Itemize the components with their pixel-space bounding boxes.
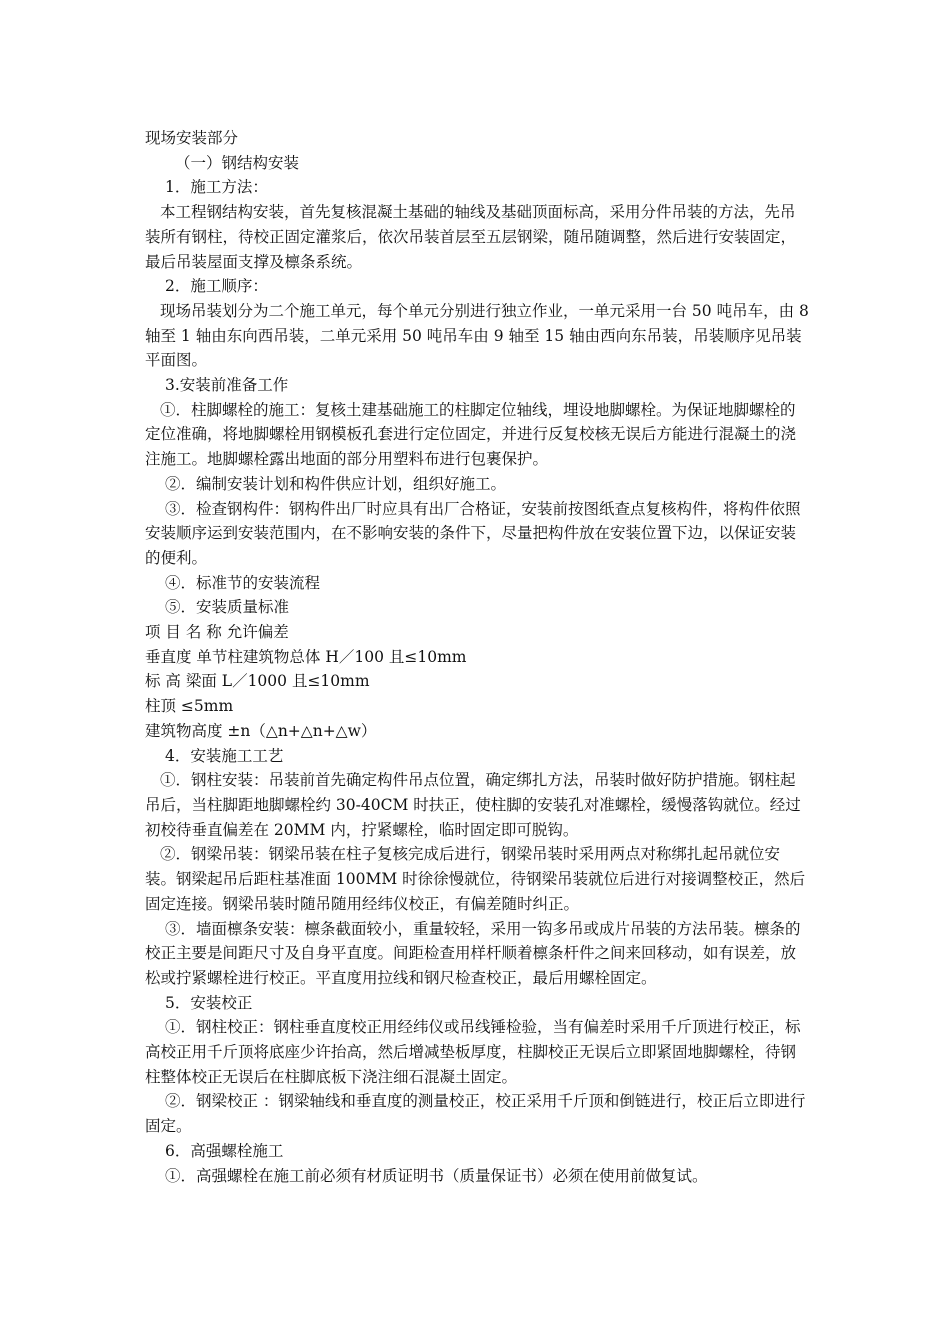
tolerance-table-row: 标 高 梁面 L／1000 且≤10mm bbox=[145, 672, 370, 691]
paragraph-installation-plan: ②．编制安装计划和构件供应计划，组织好施工。 bbox=[165, 474, 507, 493]
paragraph-quality-standard: ⑤．安装质量标准 bbox=[165, 598, 290, 617]
paragraph-column-correction: ①．钢柱校正：钢柱垂直度校正用经纬仪或吊线锤检验，当有偏差时采用千斤顶进行校正，标高校正用千斤顶将底座少许抬高，然后增减垫板厚度，柱脚校正无误后立即紧固地脚螺栓，待钢柱整体校正无误后在柱脚底板下浇注细石混凝土固定。 bbox=[145, 1018, 801, 1086]
subheading-installation-process: 4．安装施工工艺 bbox=[165, 746, 284, 765]
paragraph-construction-sequence: 现场吊装划分为二个施工单元，每个单元分别进行独立作业，一单元采用一台 50 吨吊车，由 8 轴至 1 轴由东向西吊装，二单元采用 50 吨吊车由 9 轴至 15 轴由西向东吊装，吊装顺序见吊装平面图。 bbox=[145, 301, 809, 370]
subheading-installation-correction: 5．安装校正 bbox=[165, 993, 253, 1012]
document-body bbox=[145, 126, 810, 1188]
paragraph-construction-method: 本工程钢结构安装，首先复核混凝土基础的轴线及基础顶面标高，采用分件吊装的方法，先吊装所有钢柱，待校正固定灌浆后，依次吊装首层至五层钢梁，随吊随调整，然后进行安装固定，最后吊装屋面支撑及檩条系统。 bbox=[145, 203, 797, 271]
document-title: 现场安装部分 bbox=[145, 129, 239, 147]
subheading-construction-sequence: 2．施工顺序： bbox=[165, 277, 268, 296]
paragraph-anchor-bolts: ①．柱脚螺栓的施工：复核土建基础施工的柱脚定位轴线，埋设地脚螺栓。为保证地脚螺栓的定位准确，将地脚螺栓用钢模板孔套进行定位固定，并进行反复校核无误后方能进行混凝土的浇注施工。地脚螺栓露出地面的部分用塑料布进行包裹保护。 bbox=[145, 400, 797, 469]
tolerance-table-header: 项 目 名 称 允许偏差 bbox=[145, 623, 289, 642]
paragraph-beam-correction: ②．钢梁校正 ：钢梁轴线和垂直度的测量校正，校正采用千斤顶和倒链进行，校正后立即进行固定。 bbox=[145, 1092, 806, 1136]
paragraph-column-installation: ①．钢柱安装：吊装前首先确定构件吊点位置，确定绑扎方法，吊装时做好防护措施。钢柱起吊后，当柱脚距地脚螺栓约 30-40CM 时扶正，使柱脚的安装孔对准螺栓，缓慢落钩就位。经过初校待垂直偏差在 20MM 内，拧紧螺栓，临时固定即可脱钩。 bbox=[145, 771, 801, 839]
paragraph-purlin-installation: ③．墙面檩条安装：檩条截面较小，重量较轻，采用一钩多吊或成片吊装的方法吊装。檩条的校正主要是间距尺寸及自身平直度。间距检查用样杆顺着檩条杆件之间来回移动，如有误差，放松或拧紧螺栓进行校正。平直度用拉线和钢尺检查校正，最后用螺栓固定。 bbox=[145, 919, 801, 987]
subheading-high-strength-bolts: 6．高强螺栓施工 bbox=[165, 1141, 284, 1160]
tolerance-table-row: 柱顶 ≤5mm bbox=[145, 697, 234, 716]
subheading-preparation: 3.安装前准备工作 bbox=[165, 376, 289, 395]
paragraph-beam-hoisting: ②．钢梁吊装：钢梁吊装在柱子复核完成后进行，钢梁吊装时采用两点对称绑扎起吊就位安装。钢梁起吊后距柱基准面 100MM 时徐徐慢就位，待钢梁吊装就位后进行对接调整校正，然后固定连接。钢梁吊装时随吊随用经纬仪校正，有偏差随时纠正。 bbox=[145, 845, 806, 913]
paragraph-inspect-members: ③．检查钢构件：钢构件出厂时应具有出厂合格证，安装前按图纸查点复核构件，将构件依照安装顺序运到安装范围内，在不影响安装的条件下，尽量把构件放在安装位置下边，以保证安装的便利。 bbox=[145, 499, 801, 567]
paragraph-high-strength-bolts: ①．高强螺栓在施工前必须有材质证明书（质量保证书）必须在使用前做复试。 bbox=[165, 1166, 708, 1185]
tolerance-table-row: 建筑物高度 ±n（△n+△n+△w） bbox=[145, 721, 377, 740]
subheading-construction-method: 1．施工方法： bbox=[165, 178, 268, 197]
paragraph-standard-section-flow: ④．标准节的安装流程 bbox=[165, 573, 321, 592]
section-heading: （一）钢结构安装 bbox=[175, 153, 300, 172]
tolerance-table-row: 垂直度 单节柱建筑物总体 H／100 且≤10mm bbox=[145, 647, 467, 666]
